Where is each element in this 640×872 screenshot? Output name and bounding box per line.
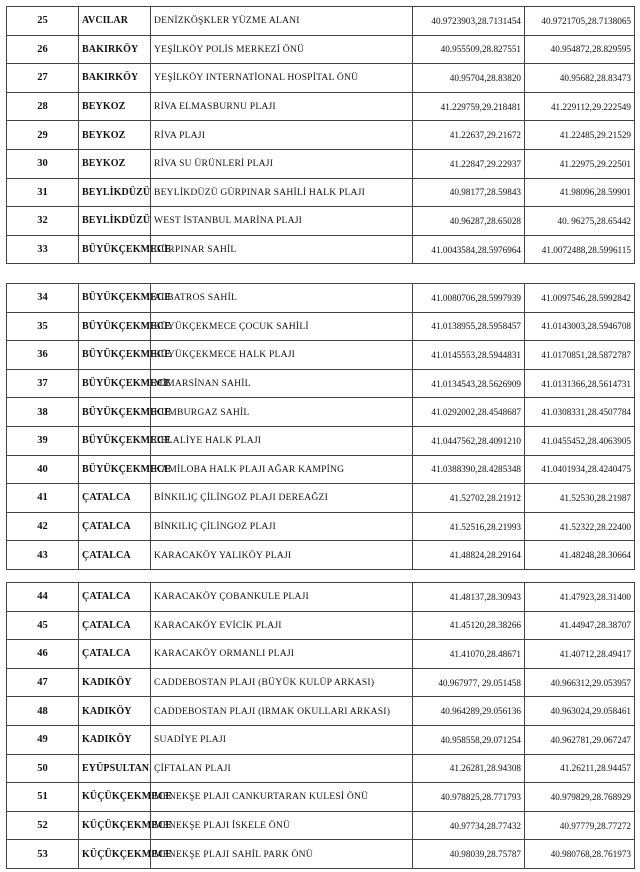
row-number: 26 xyxy=(7,35,79,64)
row-number: 37 xyxy=(7,369,79,398)
location-cell: GÜRPINAR SAHİL xyxy=(151,235,413,264)
location-cell: BEYLİKDÜZÜ GÜRPINAR SAHİLİ HALK PLAJI xyxy=(151,178,413,207)
district-cell: KÜÇÜKÇEKMECE xyxy=(79,840,151,869)
location-cell: MENEKŞE PLAJI İSKELE ÖNÜ xyxy=(151,811,413,840)
end-coordinate-cell: 41.0308331,28.4507784 xyxy=(525,398,635,427)
table-row xyxy=(7,455,635,484)
district-cell: KÜÇÜKÇEKMECE xyxy=(79,783,151,812)
beach-table-3 xyxy=(6,582,635,869)
location-cell: KARACAKÖY ÇOBANKULE PLAJI xyxy=(151,583,413,612)
start-coordinate-cell: 41.0043584,28.5976964 xyxy=(413,235,525,264)
end-coordinate-cell: 40.966312,29.053957 xyxy=(525,668,635,697)
start-coordinate-cell: 40.964289,29.056136 xyxy=(413,697,525,726)
district-cell: BÜYÜKÇEKMECE xyxy=(79,369,151,398)
end-coordinate-cell: 41.98096,28.59901 xyxy=(525,178,635,207)
row-number: 31 xyxy=(7,178,79,207)
district-cell: BEYLİKDÜZÜ xyxy=(79,207,151,236)
row-number: 39 xyxy=(7,426,79,455)
table-row xyxy=(7,35,635,64)
start-coordinate-cell: 41.45120,28.38266 xyxy=(413,611,525,640)
table-row xyxy=(7,512,635,541)
start-coordinate-cell: 40.97734,28.77432 xyxy=(413,811,525,840)
end-coordinate-cell: 40.95682,28.83473 xyxy=(525,64,635,93)
location-cell: BİNKILIÇ ÇİLİNGOZ PLAJI DEREAĞZI xyxy=(151,484,413,513)
table-row xyxy=(7,369,635,398)
start-coordinate-cell: 41.48137,28.30943 xyxy=(413,583,525,612)
start-coordinate-cell: 41.0134543,28.5626909 xyxy=(413,369,525,398)
end-coordinate-cell: 41.0097546,28.5992842 xyxy=(525,284,635,313)
end-coordinate-cell: 41.52322,28.22400 xyxy=(525,512,635,541)
beach-table-1 xyxy=(6,6,635,264)
end-coordinate-cell: 41.0131366,28.5614731 xyxy=(525,369,635,398)
end-coordinate-cell: 41.47923,28.31400 xyxy=(525,583,635,612)
table-row xyxy=(7,312,635,341)
row-number: 34 xyxy=(7,284,79,313)
district-cell: KADIKÖY xyxy=(79,697,151,726)
end-coordinate-cell: 41.229112,29.222549 xyxy=(525,92,635,121)
district-cell: BAKIRKÖY xyxy=(79,64,151,93)
district-cell: BÜYÜKÇEKMECE xyxy=(79,312,151,341)
row-number: 32 xyxy=(7,207,79,236)
row-number: 50 xyxy=(7,754,79,783)
location-cell: YEŞİLKÖY INTERNATİONAL HOSPİTAL ÖNÜ xyxy=(151,64,413,93)
location-cell: ALBATROS SAHİL xyxy=(151,284,413,313)
start-coordinate-cell: 41.229759,29.218481 xyxy=(413,92,525,121)
table-block-2 xyxy=(6,283,634,570)
district-cell: BEYKOZ xyxy=(79,92,151,121)
start-coordinate-cell: 40.978825,28.771793 xyxy=(413,783,525,812)
row-number: 47 xyxy=(7,668,79,697)
start-coordinate-cell: 41.22847,29.22937 xyxy=(413,149,525,178)
district-cell: BEYLİKDÜZÜ xyxy=(79,178,151,207)
location-cell: YEŞİLKÖY POLİS MERKEZİ ÖNÜ xyxy=(151,35,413,64)
location-cell: MENEKŞE PLAJI SAHİL PARK ÖNÜ xyxy=(151,840,413,869)
start-coordinate-cell: 40.98177,28.59843 xyxy=(413,178,525,207)
start-coordinate-cell: 40.967977, 29.051458 xyxy=(413,668,525,697)
row-number: 25 xyxy=(7,7,79,36)
table-row xyxy=(7,92,635,121)
location-cell: SUADİYE PLAJI xyxy=(151,725,413,754)
row-number: 44 xyxy=(7,583,79,612)
row-number: 42 xyxy=(7,512,79,541)
table-row xyxy=(7,207,635,236)
end-coordinate-cell: 41.0170851,28.5872787 xyxy=(525,341,635,370)
district-cell: BEYKOZ xyxy=(79,149,151,178)
row-number: 33 xyxy=(7,235,79,264)
start-coordinate-cell: 41.0080706,28.5997939 xyxy=(413,284,525,313)
location-cell: ÇİFTALAN PLAJI xyxy=(151,754,413,783)
start-coordinate-cell: 41.41070,28.48671 xyxy=(413,640,525,669)
table-row xyxy=(7,235,635,264)
start-coordinate-cell: 41.48824,28.29164 xyxy=(413,541,525,570)
district-cell: ÇATALCA xyxy=(79,583,151,612)
table-row xyxy=(7,341,635,370)
end-coordinate-cell: 41.0401934,28.4240475 xyxy=(525,455,635,484)
table-row xyxy=(7,149,635,178)
end-coordinate-cell: 41.22975,29.22501 xyxy=(525,149,635,178)
row-number: 41 xyxy=(7,484,79,513)
end-coordinate-cell: 41.0143003,28.5946708 xyxy=(525,312,635,341)
table-block-3 xyxy=(6,582,634,869)
row-number: 48 xyxy=(7,697,79,726)
end-coordinate-cell: 41.22485,29.21529 xyxy=(525,121,635,150)
district-cell: ÇATALCA xyxy=(79,484,151,513)
end-coordinate-cell: 41.26211,28.94457 xyxy=(525,754,635,783)
district-cell: BÜYÜKÇEKMECE xyxy=(79,426,151,455)
start-coordinate-cell: 40.958558,29.071254 xyxy=(413,725,525,754)
end-coordinate-cell: 40.954872,28.829595 xyxy=(525,35,635,64)
table-row xyxy=(7,783,635,812)
district-cell: ÇATALCA xyxy=(79,512,151,541)
end-coordinate-cell: 41.0072488,28.5996115 xyxy=(525,235,635,264)
end-coordinate-cell: 41.52530,28.21987 xyxy=(525,484,635,513)
district-cell: ÇATALCA xyxy=(79,611,151,640)
location-cell: DENİZKÖŞKLER YÜZME ALANI xyxy=(151,7,413,36)
start-coordinate-cell: 41.52702,28.21912 xyxy=(413,484,525,513)
district-cell: BÜYÜKÇEKMECE xyxy=(79,455,151,484)
start-coordinate-cell: 41.0145553,28.5944831 xyxy=(413,341,525,370)
district-cell: KADIKÖY xyxy=(79,668,151,697)
district-cell: BÜYÜKÇEKMECE xyxy=(79,235,151,264)
start-coordinate-cell: 41.52516,28.21993 xyxy=(413,512,525,541)
row-number: 43 xyxy=(7,541,79,570)
table-row xyxy=(7,725,635,754)
location-cell: KARACAKÖY EVİCİK PLAJI xyxy=(151,611,413,640)
end-coordinate-cell: 41.44947,28.38707 xyxy=(525,611,635,640)
end-coordinate-cell: 40. 96275,28.65442 xyxy=(525,207,635,236)
location-cell: WEST İSTANBUL MARİNA PLAJI xyxy=(151,207,413,236)
row-number: 38 xyxy=(7,398,79,427)
end-coordinate-cell: 40.979829,28.768929 xyxy=(525,783,635,812)
row-number: 46 xyxy=(7,640,79,669)
start-coordinate-cell: 41.0447562,28.4091210 xyxy=(413,426,525,455)
table-row xyxy=(7,668,635,697)
district-cell: BÜYÜKÇEKMECE xyxy=(79,284,151,313)
start-coordinate-cell: 40.96287,28.65028 xyxy=(413,207,525,236)
location-cell: CELALİYE HALK PLAJI xyxy=(151,426,413,455)
row-number: 45 xyxy=(7,611,79,640)
district-cell: ÇATALCA xyxy=(79,640,151,669)
row-number: 36 xyxy=(7,341,79,370)
district-cell: BÜYÜKÇEKMECE xyxy=(79,398,151,427)
end-coordinate-cell: 41.40712,28.49417 xyxy=(525,640,635,669)
location-cell: RİVA ELMASBURNU PLAJI xyxy=(151,92,413,121)
location-cell: KARACAKÖY ORMANLI PLAJI xyxy=(151,640,413,669)
location-cell: CADDEBOSTAN PLAJI (IRMAK OKULLARI ARKASI) xyxy=(151,697,413,726)
district-cell: BÜYÜKÇEKMECE xyxy=(79,341,151,370)
location-cell: KARACAKÖY YALIKÖY PLAJI xyxy=(151,541,413,570)
row-number: 28 xyxy=(7,92,79,121)
start-coordinate-cell: 40.95704,28.83820 xyxy=(413,64,525,93)
end-coordinate-cell: 40.980768,28.761973 xyxy=(525,840,635,869)
row-number: 35 xyxy=(7,312,79,341)
end-coordinate-cell: 40.9721705,28.7138065 xyxy=(525,7,635,36)
table-row xyxy=(7,754,635,783)
start-coordinate-cell: 41.0138955,28.5958457 xyxy=(413,312,525,341)
end-coordinate-cell: 40.97779,28.77272 xyxy=(525,811,635,840)
table-block-1 xyxy=(6,6,634,264)
location-cell: RİVA SU ÜRÜNLERİ PLAJI xyxy=(151,149,413,178)
row-number: 51 xyxy=(7,783,79,812)
location-cell: KAMİLOBA HALK PLAJI AĞAR KAMPİNG xyxy=(151,455,413,484)
end-coordinate-cell: 41.0455452,28.4063905 xyxy=(525,426,635,455)
location-cell: BİNKILIÇ ÇİLİNGOZ PLAJI xyxy=(151,512,413,541)
district-cell: KÜÇÜKÇEKMECE xyxy=(79,811,151,840)
district-cell: KADIKÖY xyxy=(79,725,151,754)
table-row xyxy=(7,541,635,570)
table-row xyxy=(7,697,635,726)
start-coordinate-cell: 41.0292002,28.4548687 xyxy=(413,398,525,427)
table-row xyxy=(7,64,635,93)
row-number: 52 xyxy=(7,811,79,840)
end-coordinate-cell: 40.962781,29.067247 xyxy=(525,725,635,754)
table-row xyxy=(7,426,635,455)
location-cell: MİMARSİNAN SAHİL xyxy=(151,369,413,398)
start-coordinate-cell: 40.955509,28.827551 xyxy=(413,35,525,64)
district-cell: BAKIRKÖY xyxy=(79,35,151,64)
table-row xyxy=(7,284,635,313)
start-coordinate-cell: 41.26281,28.94308 xyxy=(413,754,525,783)
start-coordinate-cell: 40.9723903,28.7131454 xyxy=(413,7,525,36)
row-number: 53 xyxy=(7,840,79,869)
table-row xyxy=(7,121,635,150)
district-cell: BEYKOZ xyxy=(79,121,151,150)
row-number: 49 xyxy=(7,725,79,754)
table-row xyxy=(7,7,635,36)
district-cell: EYÜPSULTAN xyxy=(79,754,151,783)
table-row xyxy=(7,583,635,612)
table-row xyxy=(7,811,635,840)
start-coordinate-cell: 41.22637,29.21672 xyxy=(413,121,525,150)
end-coordinate-cell: 41.48248,28.30664 xyxy=(525,541,635,570)
start-coordinate-cell: 40.98039,28.75787 xyxy=(413,840,525,869)
district-cell: ÇATALCA xyxy=(79,541,151,570)
location-cell: CADDEBOSTAN PLAJI (BÜYÜK KULÜP ARKASI) xyxy=(151,668,413,697)
location-cell: BÜYÜKÇEKMECE HALK PLAJI xyxy=(151,341,413,370)
table-row xyxy=(7,840,635,869)
table-row xyxy=(7,640,635,669)
location-cell: MENEKŞE PLAJI CANKURTARAN KULESİ ÖNÜ xyxy=(151,783,413,812)
row-number: 27 xyxy=(7,64,79,93)
row-number: 29 xyxy=(7,121,79,150)
table-row xyxy=(7,611,635,640)
table-row xyxy=(7,484,635,513)
location-cell: RİVA PLAJI xyxy=(151,121,413,150)
row-number: 30 xyxy=(7,149,79,178)
district-cell: AVCILAR xyxy=(79,7,151,36)
location-cell: BÜYÜKÇEKMECE ÇOCUK SAHİLİ xyxy=(151,312,413,341)
beach-table-2 xyxy=(6,283,635,570)
location-cell: KUMBURGAZ SAHİL xyxy=(151,398,413,427)
row-number: 40 xyxy=(7,455,79,484)
table-row xyxy=(7,178,635,207)
start-coordinate-cell: 41.0388390,28.4285348 xyxy=(413,455,525,484)
table-row xyxy=(7,398,635,427)
end-coordinate-cell: 40.963024,29.058461 xyxy=(525,697,635,726)
